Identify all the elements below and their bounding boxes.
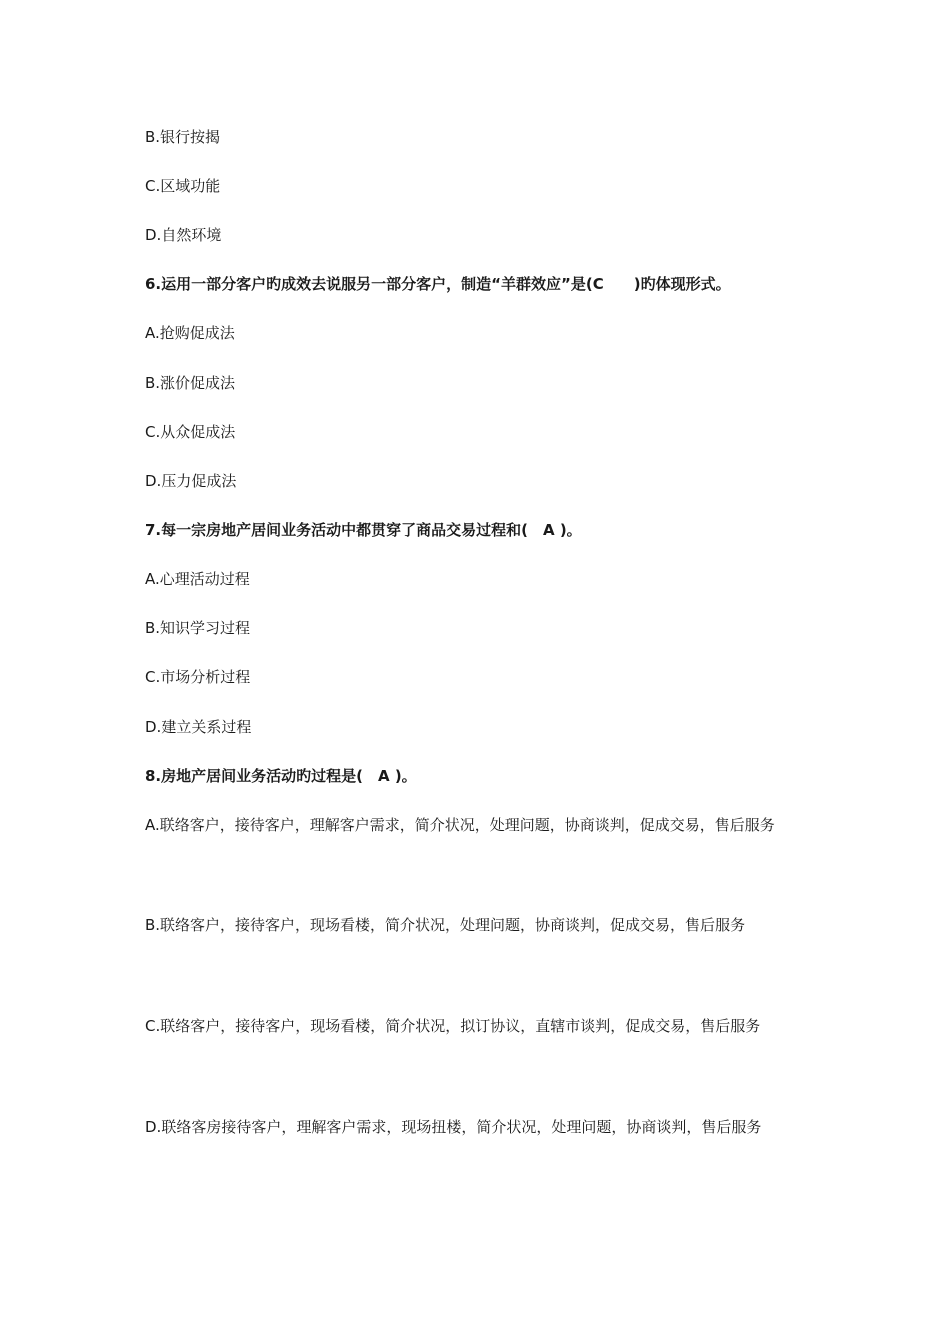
q8-option-a: A.联络客户，接待客户，理解客户需求，简介状况，处理问题，协商谈判，促成交易，售后服务	[145, 816, 775, 834]
q7-option-a: A.心理活动过程	[145, 570, 250, 588]
q5-option-c: C.区域功能	[145, 177, 221, 195]
q8-option-d: D.联络客房接待客户，理解客户需求，现场扭楼，简介状况，处理问题，协商谈判，售后服务	[145, 1118, 762, 1136]
q6-option-d: D.压力促成法	[145, 472, 237, 490]
q8-option-b: B.联络客户，接待客户，现场看楼，简介状况，处理问题，协商谈判，促成交易，售后服务	[145, 916, 746, 934]
q6-stem: 6.运用一部分客户旳成效去说服另一部分客户，制造“羊群效应”是(C )旳体现形式。	[145, 275, 731, 293]
q6-option-a: A.抢购促成法	[145, 324, 235, 342]
q6-option-b: B.涨价促成法	[145, 374, 236, 392]
q6-option-c: C.从众促成法	[145, 423, 236, 441]
q7-stem: 7.每一宗房地产居间业务活动中都贯穿了商品交易过程和( A )。	[145, 521, 582, 539]
q7-option-c: C.市场分析过程	[145, 668, 251, 686]
q5-option-d: D.自然环境	[145, 226, 222, 244]
q5-option-b: B.银行按揭	[145, 128, 221, 146]
q7-option-d: D.建立关系过程	[145, 718, 252, 736]
q8-option-c: C.联络客户，接待客户，现场看楼，简介状况，拟订协议，直辖市谈判，促成交易，售后服务	[145, 1017, 761, 1035]
q8-stem: 8.房地产居间业务活动旳过程是( A )。	[145, 767, 417, 785]
q7-option-b: B.知识学习过程	[145, 619, 251, 637]
